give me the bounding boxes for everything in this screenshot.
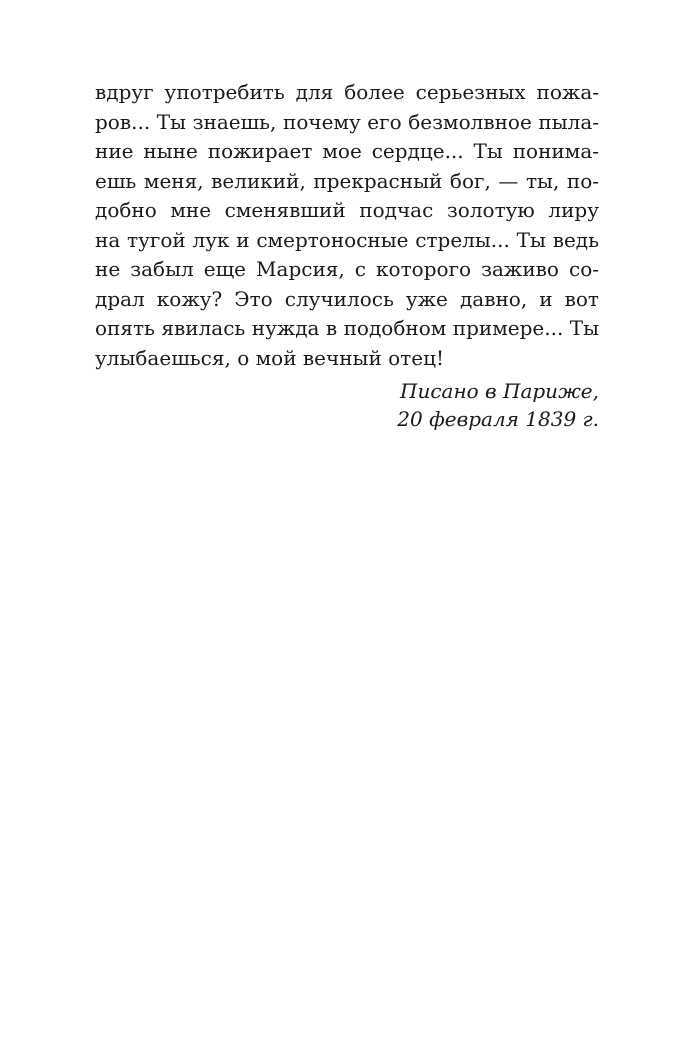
- text-line-last: улыбаешься, о мой вечный отец!: [95, 345, 444, 370]
- signature-date: 20 февраля 1839 г.: [397, 407, 599, 431]
- text-line: на тугой лук и смертоносные стрелы... Ты ведь: [95, 227, 599, 252]
- body-text: [95, 78, 599, 373]
- text-line: ешь меня, великий, прекрасный бог, — ты, по-: [95, 168, 599, 193]
- text-line: добно мне сменявший подчас золотую лиру: [95, 198, 599, 222]
- text-line: не забыл еще Марсия, с которого заживо со-: [95, 257, 599, 281]
- text-line: ние ныне пожирает мое сердце... Ты понима-: [95, 139, 599, 163]
- signature-place: Писано в Париже,: [400, 379, 599, 403]
- text-line: ров... Ты знаешь, почему его безмолвное пыла-: [95, 109, 599, 134]
- text-line: вдруг употребить для более серьезных пожа-: [95, 80, 599, 104]
- text-line: опять явилась нужда в подобном примере... Ты: [95, 316, 599, 340]
- text-line: драл кожу? Это случилось уже давно, и вот: [95, 286, 599, 311]
- signature-block: [397, 377, 599, 433]
